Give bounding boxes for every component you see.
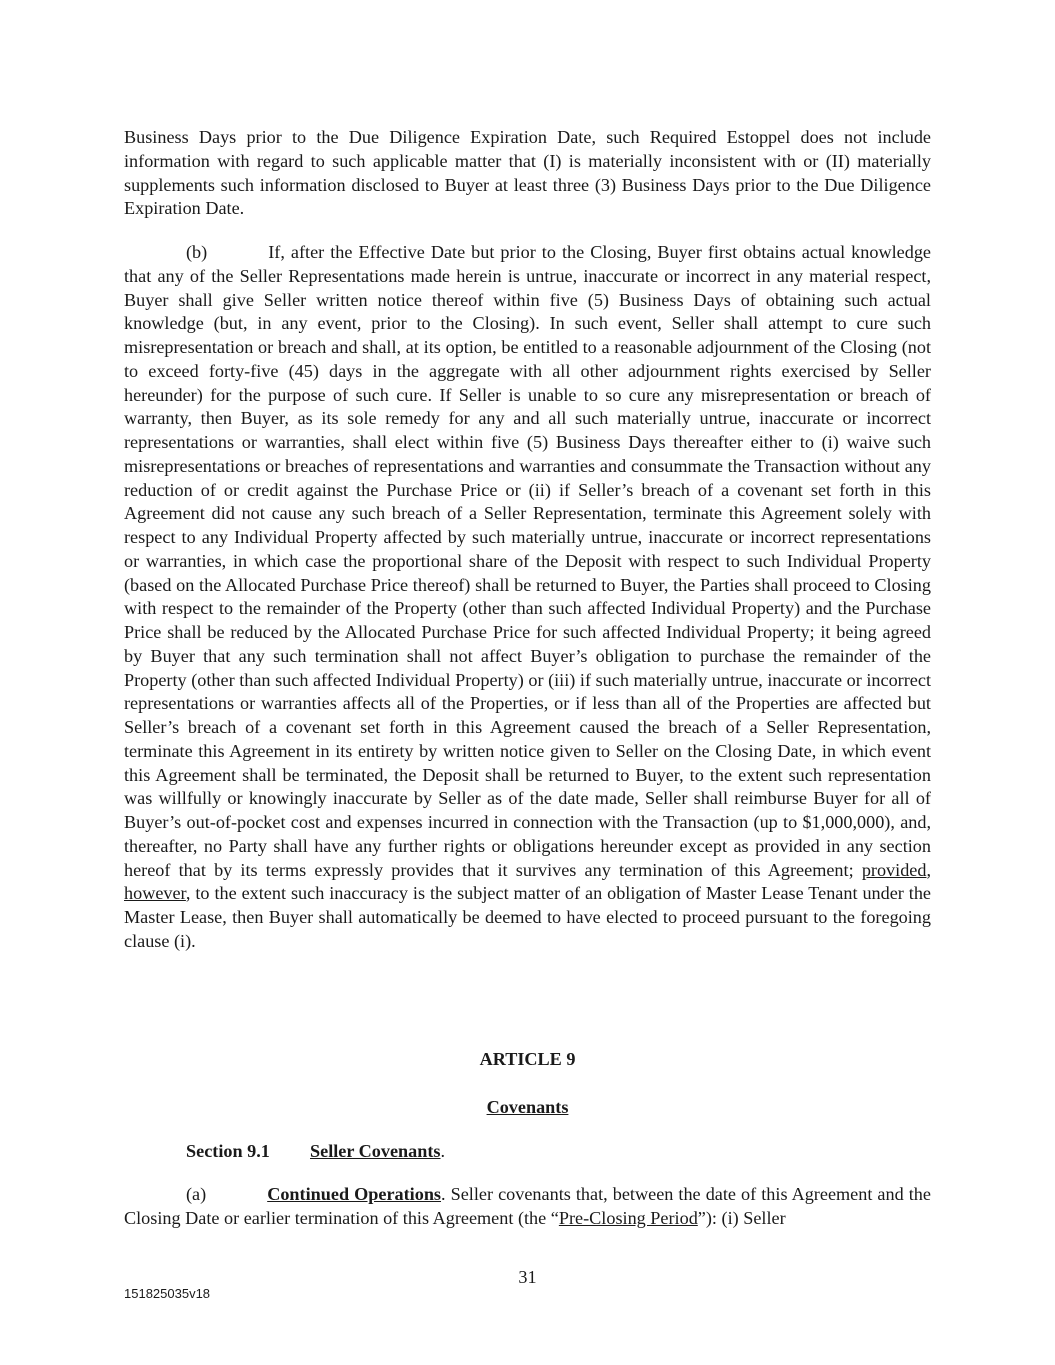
paragraph-b-text: If, after the Effective Date but prior to the Closing, Buyer first obtains actual knowledge that any of the Seller Representations made herein is untrue, inaccurate or incorrect in any material respect, Buyer shall give Seller written notice thereof within five (5) Business Days of obtaining such actual knowledge (but, in any event, prior to the Closing). In such event, Seller shall attempt to cure such misrepresentation or breach and shall, at its option, be entitled to a reasonable adjournment of the Closing (not to exceed forty-five (45) days in the aggregate with all other adjournment rights exercised by Seller hereunder) for the purpose of such cure. If Seller is unable to so cure any misrepresentation or breach of warranty, then Buyer, as its sole remedy for any and all such materially untrue, inaccurate or incorrect representations or warranties, shall elect within five (5) Business Days thereafter either to (i) waive such misrepresentations or breaches of representations and warranties and consummate the Transaction without any reduction of or credit against the Purchase Price or (ii) if Seller’s breach of a covenant set forth in this Agreement did not cause any such breach of a Seller Representation, terminate this Agreement solely with respect to any Individual Property affected by such materially untrue, inaccurate or incorrect representations or warranties, in which case the proportional share of the Deposit with respect to such Individual Property (based on the Allocated Purchase Price thereof) shall be returned to Buyer, the Parties shall proceed to Closing with respect to the remainder of the Property (other than such affected Individual Property) and the Purchase Price shall be reduced by the Allocated Purchase Price for such affected Individual Property; it being agreed by Buyer that any such termination shall not affect Buyer’s obligation to purchase the remainder of the Property (other than such affected Individual Property) or (iii) if such materially untrue, inaccurate or incorrect representations or warranties affects all of the Properties, or if less than all of the Properties are affected but Seller’s breach of a covenant set forth in this Agreement caused the breach of a Seller Representation, terminate this Agreement in its entirety by written notice given to Seller on the Closing Date, in which event this Agreement shall be terminated, the Deposit shall be returned to Buyer, to the extent such representation was willfully or knowingly inaccurate by Seller as of the date made, Seller shall reimburse Buyer for all of Buyer’s out-of-pocket cost and expenses incurred in connection with the Transaction (up to $1,000,000), and, thereafter, no Party shall have any further rights or obligations hereunder except as provided in any section hereof that by its terms expressly provides that it survives any termination of this Agreement; — [124, 242, 931, 880]
paragraph-a-marker: (a) — [186, 1184, 207, 1204]
page-number: 31 — [518, 1267, 537, 1287]
paragraph-b-text-end: , to the extent such inaccuracy is the subject matter of an obligation of Master Lease Tenant under the Master Lease, then Buyer shall automatically be deemed to have elected to proceed pursuant to the foregoing clause (i). — [124, 883, 931, 951]
paragraph-a-text-end: ”): (i) Seller — [697, 1207, 786, 1228]
paragraph-a-title: Continued Operations — [267, 1184, 442, 1204]
paragraph-continuation: Business Days prior to the Due Diligence Expiration Date, such Required Estoppel does not include information with regard to such applicable matter that (I) is materially inconsistent with or (II) materially supplements such information disclosed to Buyer at least three (3) Business Days prior to the Due Diligence Expiration Date. — [124, 127, 931, 219]
paragraph-a — [124, 1183, 931, 1231]
section-period: . — [440, 1141, 446, 1161]
paragraph-b — [124, 241, 931, 954]
section-title: Seller Covenants — [310, 1141, 441, 1161]
paragraph-a-text: . Seller covenants that, between the date of this Agreement and the Closing Date or earlier termination of this Agreement (the “ — [124, 1184, 931, 1228]
provided-comma: , — [926, 859, 932, 880]
article-title: Covenants — [486, 1097, 569, 1117]
provided-term: provided — [861, 859, 927, 880]
document-id: 151825035v18 — [124, 1286, 211, 1301]
however-term: however — [124, 883, 186, 904]
section-heading — [186, 1139, 445, 1163]
paragraph-b-marker: (b) — [186, 242, 208, 262]
pre-closing-period-term: Pre-Closing Period — [558, 1207, 698, 1228]
section-number: Section 9.1 — [186, 1141, 270, 1161]
article-heading: ARTICLE 9 — [479, 1049, 576, 1069]
